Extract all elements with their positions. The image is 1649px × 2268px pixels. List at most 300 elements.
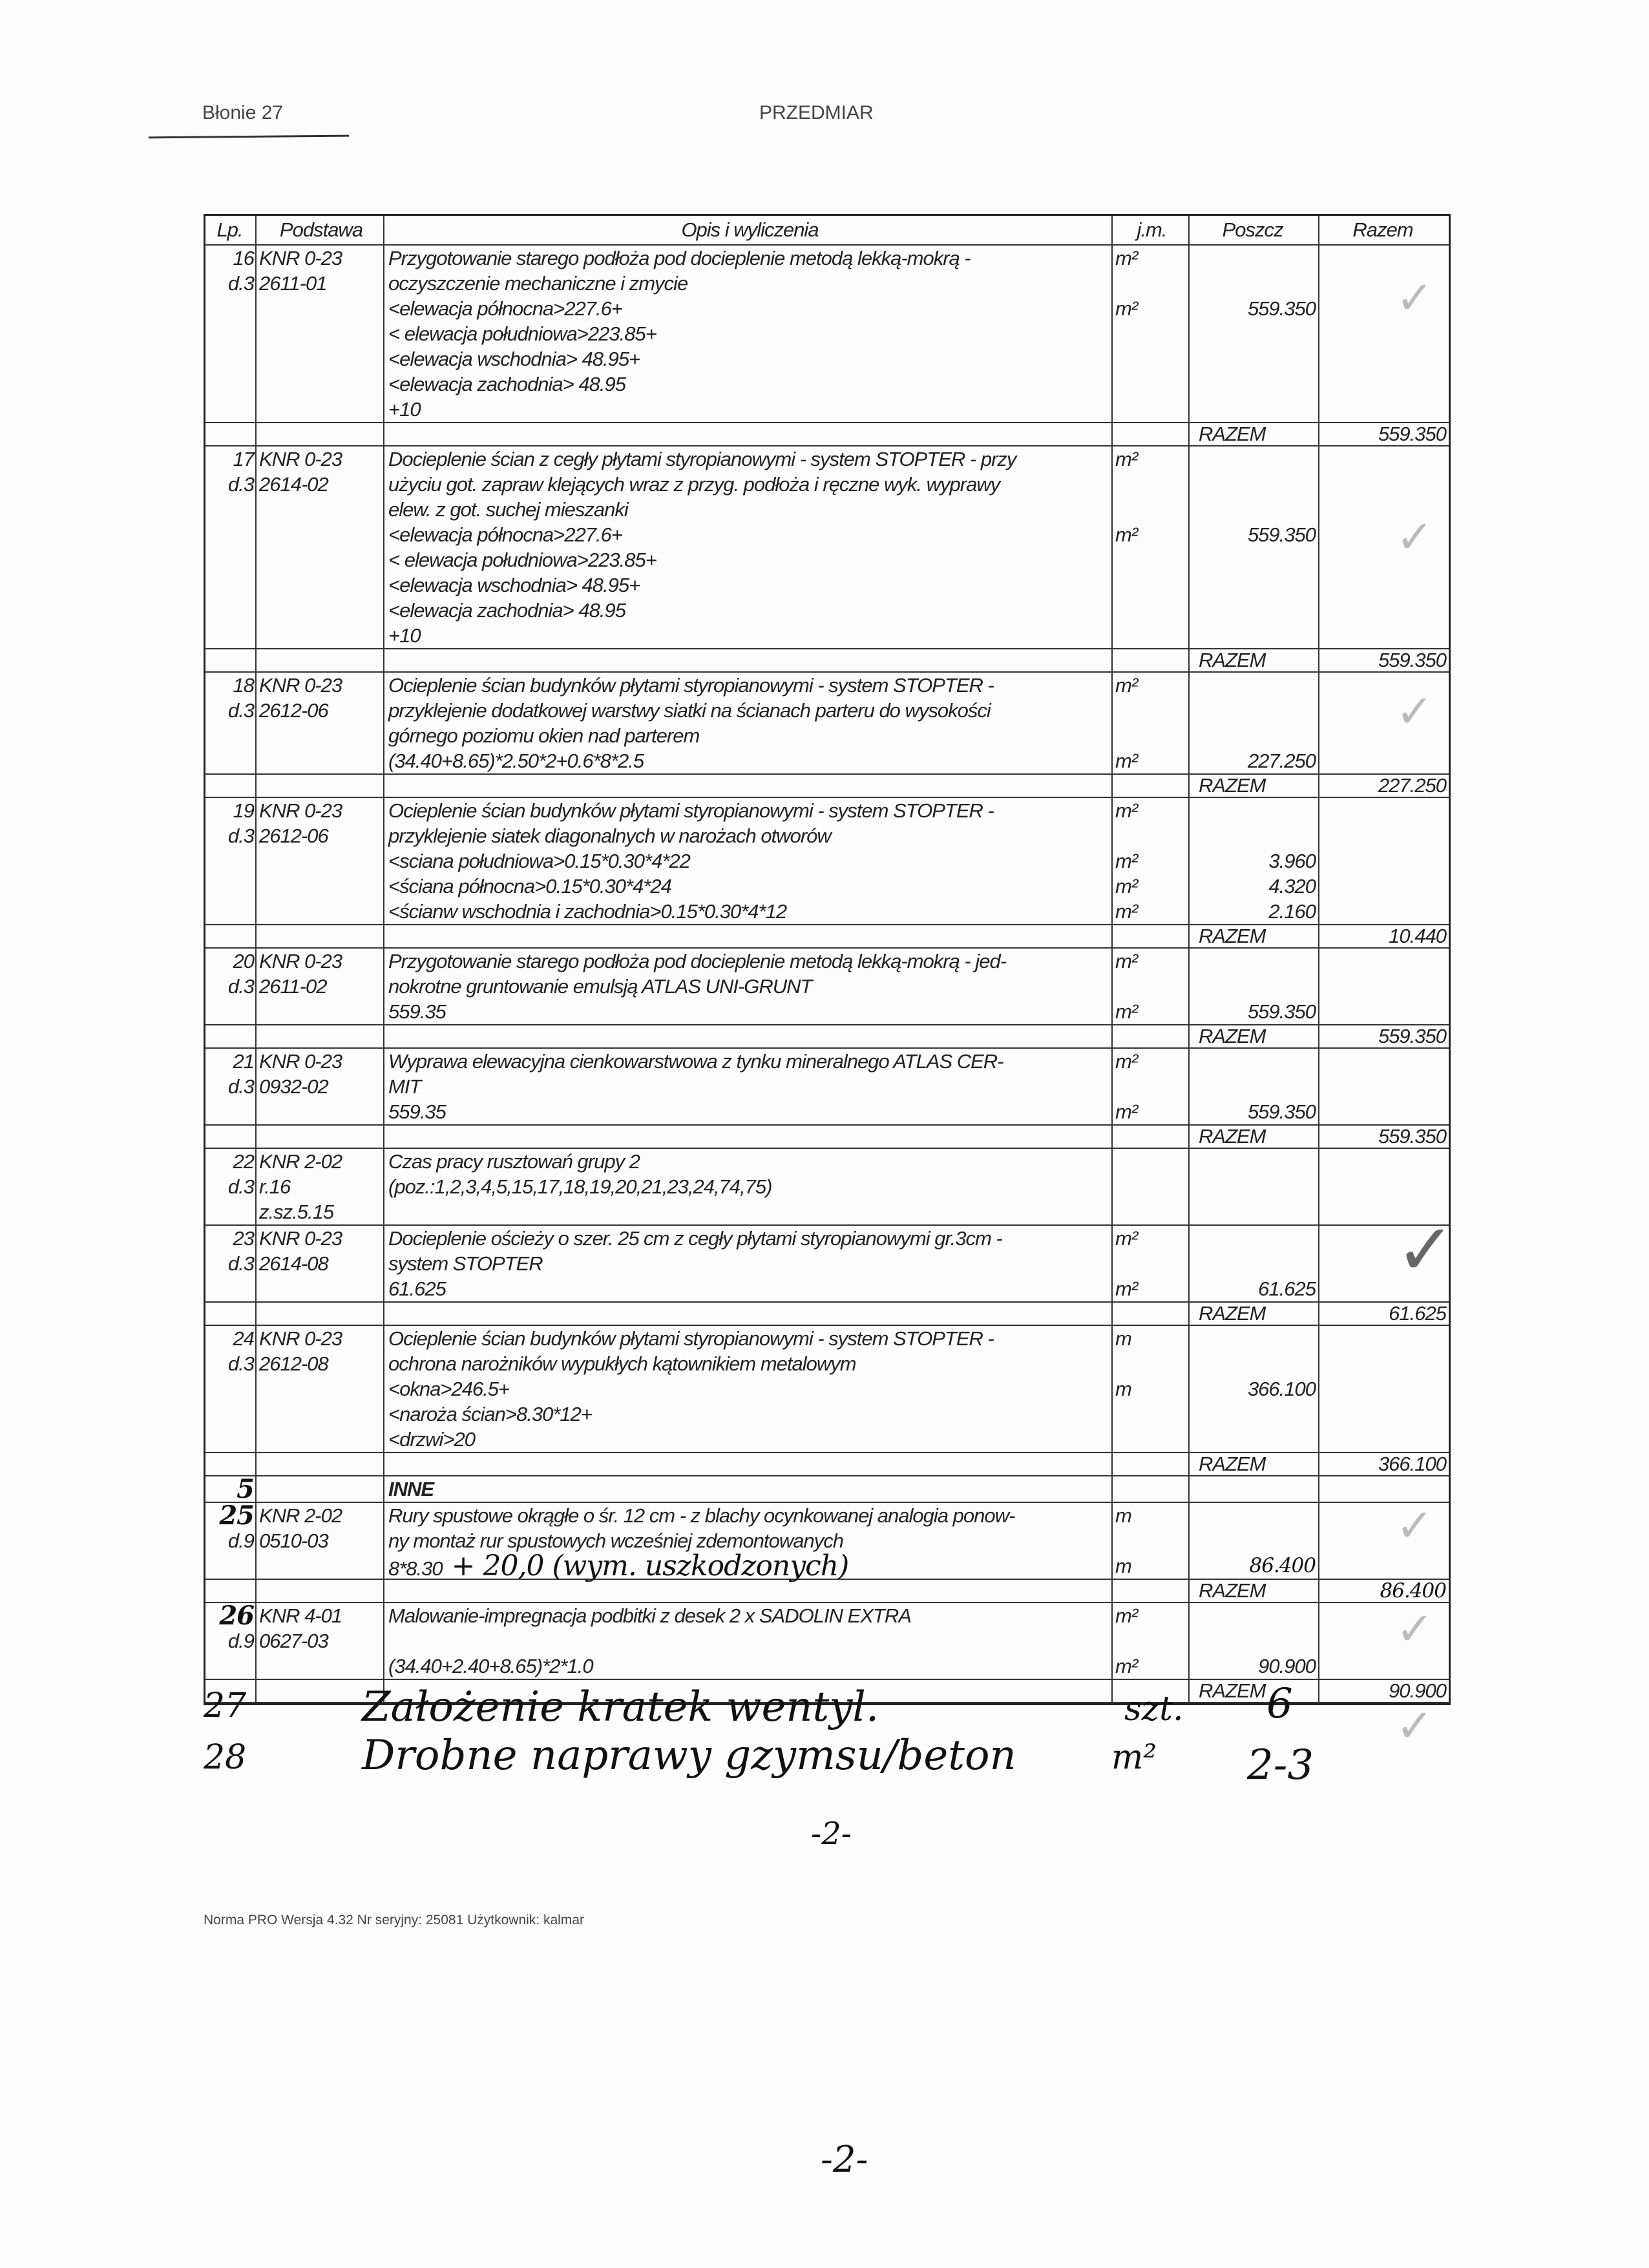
razem-cell: [1113, 1025, 1190, 1047]
lp-line: [205, 1553, 254, 1579]
podstawa-line: [259, 1654, 383, 1679]
razem-label: RAZEM: [1190, 1025, 1319, 1047]
lp-line: 23: [233, 1227, 254, 1250]
razem-cell: [257, 1025, 384, 1047]
razem-total: 559.350: [1378, 423, 1446, 445]
col-lp: Lp.: [205, 216, 257, 244]
check-mark-icon: ✓: [1396, 512, 1434, 562]
cell-podstawa: [257, 1476, 384, 1502]
podstawa-line: 2614-08: [259, 1252, 328, 1275]
opis-line: Ocieplenie ścian budynków płytami styropianowymi - system STOPTER -: [388, 674, 994, 697]
estimate-table: [204, 214, 1451, 1705]
jm-line: m: [1115, 1504, 1131, 1527]
cell-razem: [1319, 1049, 1449, 1124]
opis-line: <naroża ścian>8.30*12+: [388, 1403, 592, 1425]
cell-jm: [1113, 1603, 1190, 1679]
cell-lp: [205, 1149, 257, 1224]
poszcz-line: [1190, 1326, 1316, 1351]
razem-total: 61.625: [1389, 1302, 1446, 1325]
opis-line: [388, 1199, 1111, 1224]
poszcz-line: 86.400: [1249, 1554, 1316, 1577]
poszcz-line: [1190, 1402, 1316, 1427]
cell-podstawa: [257, 1226, 384, 1301]
podstawa-line: r.16: [259, 1175, 291, 1198]
podstawa-line: [259, 999, 383, 1024]
opis-line: [388, 1549, 1111, 1582]
lp-line: [205, 321, 254, 346]
jm-line: m²: [1115, 1000, 1138, 1023]
podstawa-line: 0932-02: [259, 1075, 328, 1098]
check-mark-icon: ✓: [1396, 1500, 1434, 1551]
razem-cell: [1113, 1580, 1190, 1602]
jm-line: [1115, 547, 1188, 572]
podstawa-line: 2611-01: [259, 272, 327, 295]
lp-line: d.3: [227, 1075, 254, 1098]
razem-cell: [205, 775, 257, 797]
jm-line: [1115, 572, 1188, 598]
lp-line: d.9: [227, 1529, 254, 1552]
opis-line: +10: [388, 398, 421, 421]
poszcz-line: [1190, 1427, 1316, 1452]
razem-cell: [384, 649, 1113, 671]
razem-cell: [205, 1580, 257, 1602]
lp-line: 16: [233, 247, 254, 269]
jm-line: m²: [1115, 850, 1138, 872]
podstawa-line: KNR 0-23: [259, 1327, 342, 1350]
jm-line: [1115, 397, 1188, 422]
jm-line: [1115, 1174, 1188, 1199]
razem-label: RAZEM: [1190, 1680, 1319, 1702]
podstawa-line: [259, 572, 383, 598]
lp-line: [205, 623, 254, 648]
cell-opis: [384, 673, 1113, 773]
podstawa-line: [259, 874, 383, 899]
razem-label: RAZEM: [1190, 775, 1319, 797]
table-row: [205, 1226, 1449, 1303]
opis-line: < elewacja południowa>223.85+: [388, 322, 656, 345]
razem-cell: [1113, 925, 1190, 947]
podstawa-line: KNR 0-23: [259, 799, 342, 822]
poszcz-line: [1190, 446, 1316, 472]
podstawa-line: [259, 598, 383, 623]
lp-line: [205, 848, 254, 874]
lp-line: d.3: [227, 1352, 254, 1375]
cell-poszcz: [1190, 1149, 1319, 1224]
poszcz-line: [1190, 698, 1316, 723]
jm-line: m²: [1115, 1100, 1138, 1123]
cell-jm: [1113, 446, 1190, 648]
opis-line: 559.35: [388, 1000, 446, 1023]
table-row: [205, 446, 1449, 649]
table-row: [205, 798, 1449, 925]
opis-line: użyciu got. zapraw klejących wraz z przyg. podłoża i ręczne wyk. wyprawy: [388, 473, 1000, 496]
cell-lp: [205, 1500, 257, 1579]
cell-podstawa: [257, 1603, 384, 1679]
cell-podstawa: [257, 673, 384, 773]
opis-line: +10: [388, 624, 421, 647]
podstawa-line: [259, 1099, 383, 1124]
razem-cell: [205, 423, 257, 445]
razem-row: [205, 649, 1449, 673]
podstawa-line: 2612-06: [259, 824, 328, 847]
razem-cell: [384, 925, 1113, 947]
cell-jm: [1113, 246, 1190, 422]
opis-line: <okna>246.5+: [388, 1378, 510, 1400]
poszcz-line: [1190, 598, 1316, 623]
table-row: [205, 949, 1449, 1025]
cell-poszcz: [1190, 246, 1319, 422]
opis-value: 8*8.30: [388, 1557, 443, 1580]
jm-line: [1115, 271, 1188, 296]
lp-line: d.3: [227, 824, 254, 847]
lp-line: [205, 1099, 254, 1124]
podstawa-line: [259, 1276, 383, 1301]
poszcz-line: [1190, 1074, 1316, 1099]
jm-line: m: [1115, 1378, 1131, 1400]
jm-line: [1115, 497, 1188, 522]
cell-opis: [384, 1503, 1113, 1582]
razem-cell: [384, 1453, 1113, 1475]
jm-line: m²: [1115, 1227, 1138, 1250]
jm-line: [1115, 372, 1188, 397]
razem-cell: [257, 1580, 384, 1602]
razem-cell: [1113, 1303, 1190, 1325]
cell-jm: [1113, 1326, 1190, 1452]
razem-cell: [257, 649, 384, 671]
podstawa-line: 2612-06: [259, 699, 328, 722]
lp-line: [205, 598, 254, 623]
cell-poszcz: [1190, 1326, 1319, 1452]
cell-opis: [384, 1226, 1113, 1301]
podstawa-line: [259, 848, 383, 874]
poszcz-line: [1190, 1251, 1316, 1276]
lp-line: [205, 1376, 254, 1402]
jm-line: m²: [1115, 950, 1138, 972]
razem-cell: [384, 1580, 1113, 1602]
jm-line: m²: [1115, 750, 1138, 772]
poszcz-line: 559.350: [1247, 1100, 1316, 1123]
cell-razem: [1319, 949, 1449, 1024]
cell-razem: [1319, 1476, 1449, 1502]
lp-line: [205, 874, 254, 899]
opis-line: przyklejenie siatek diagonalnych w narożach otworów: [388, 824, 831, 847]
razem-label: RAZEM: [1190, 1580, 1319, 1602]
razem-cell: [1113, 649, 1190, 671]
razem-row: [205, 423, 1449, 446]
jm-line: m²: [1115, 448, 1138, 470]
razem-total: 10.440: [1389, 925, 1446, 947]
jm-line: [1115, 1528, 1188, 1553]
razem-cell: [1113, 423, 1190, 445]
cell-lp: [205, 1603, 257, 1679]
razem-row: [205, 1025, 1449, 1049]
poszcz-line: [1190, 397, 1316, 422]
opis-line: <elewacja zachodnia> 48.95: [388, 373, 625, 395]
lp-line: [205, 346, 254, 372]
lp-line: 25: [219, 1500, 254, 1531]
jm-line: [1115, 1476, 1188, 1502]
poszcz-line: [1190, 472, 1316, 497]
page-number-bottom: -2-: [821, 2139, 868, 2181]
razem-total: 227.250: [1378, 774, 1446, 797]
lp-line: [205, 899, 254, 924]
cell-opis: [384, 1326, 1113, 1452]
cell-lp: [205, 673, 257, 773]
table-row: [205, 246, 1449, 423]
opis-line: (poz.:1,2,3,4,5,15,17,18,19,20,21,23,24,74,75): [388, 1175, 772, 1198]
opis-line: oczyszczenie mechaniczne i zmycie: [388, 272, 688, 295]
razem-cell: [205, 1126, 257, 1148]
podstawa-line: [259, 748, 383, 773]
jm-line: m²: [1115, 1655, 1138, 1677]
podstawa-line: 2614-02: [259, 473, 328, 496]
opis-line: < elewacja południowa>223.85+: [388, 549, 656, 571]
poszcz-line: 559.350: [1247, 297, 1316, 320]
lp-line: [205, 572, 254, 598]
col-poszcz: Poszcz: [1190, 216, 1319, 244]
table-row: [205, 1326, 1449, 1453]
handwritten-unit-28: m²: [1111, 1738, 1157, 1777]
razem-row: [205, 925, 1449, 949]
poszcz-line: [1190, 321, 1316, 346]
podstawa-line: [259, 397, 383, 422]
col-razem: Razem: [1352, 218, 1413, 241]
jm-line: [1115, 623, 1188, 648]
razem-cell: [205, 925, 257, 947]
razem-label: RAZEM: [1190, 1453, 1319, 1475]
cell-jm: [1113, 798, 1190, 924]
cell-opis: [384, 1149, 1113, 1224]
poszcz-line: 2.160: [1268, 900, 1316, 923]
opis-line: <elewacja wschodnia> 48.95+: [388, 348, 640, 370]
handwritten-qty-27: 6: [1266, 1680, 1293, 1728]
razem-cell: [205, 1025, 257, 1047]
lp-line: d.3: [227, 699, 254, 722]
col-opis: Opis i wyliczenia: [384, 216, 1113, 244]
poszcz-line: [1190, 346, 1316, 372]
cell-lp: [205, 1049, 257, 1124]
opis-line: 559.35: [388, 1100, 446, 1123]
poszcz-line: 559.350: [1247, 523, 1316, 546]
podstawa-line: [259, 372, 383, 397]
table-row: [205, 1603, 1449, 1680]
podstawa-line: 2611-02: [259, 975, 327, 998]
handwritten-item-28: Drobne naprawy gzymsu/beton: [362, 1732, 1016, 1780]
podstawa-line: [259, 497, 383, 522]
lp-line: [205, 1654, 254, 1679]
cell-opis: [384, 1049, 1113, 1124]
jm-line: m²: [1115, 1604, 1138, 1627]
razem-row: [205, 1453, 1449, 1476]
razem-cell: [384, 1025, 1113, 1047]
podstawa-line: [259, 1553, 383, 1579]
poszcz-line: [1190, 1199, 1316, 1224]
razem-cell: [257, 925, 384, 947]
table-row: [205, 1476, 1449, 1503]
razem-cell: [1113, 1453, 1190, 1475]
cell-poszcz: [1190, 1049, 1319, 1124]
opis-line: <elewacja zachodnia> 48.95: [388, 599, 625, 622]
cell-lp: [205, 1326, 257, 1452]
poszcz-line: [1190, 1149, 1316, 1174]
opis-line: Docieplenie ścian z cegły płytami styropianowymi - system STOPTER - przy: [388, 448, 1016, 470]
jm-line: m²: [1115, 247, 1138, 269]
razem-total: 559.350: [1378, 1125, 1446, 1148]
jm-line: m²: [1115, 523, 1138, 546]
jm-line: [1115, 1074, 1188, 1099]
cell-podstawa: [257, 798, 384, 924]
razem-cell: [384, 1126, 1113, 1148]
table-row: [205, 1500, 1449, 1582]
opis-line: ochrona narożników wypukłych kątownikiem metalowym: [388, 1352, 856, 1375]
jm-line: [1115, 698, 1188, 723]
poszcz-line: [1190, 497, 1316, 522]
razem-label: RAZEM: [1190, 1126, 1319, 1148]
cell-poszcz: [1190, 1476, 1319, 1502]
cell-lp: [205, 1226, 257, 1301]
podstawa-line: [259, 623, 383, 648]
razem-label: RAZEM: [1190, 423, 1319, 445]
poszcz-line: [1190, 271, 1316, 296]
jm-line: [1115, 1199, 1188, 1224]
poszcz-line: [1190, 673, 1316, 698]
check-mark-icon: ✓: [1396, 1604, 1434, 1654]
cell-podstawa: [257, 246, 384, 422]
razem-row: [205, 775, 1449, 798]
lp-line: 26: [219, 1601, 254, 1631]
jm-line: m²: [1115, 900, 1138, 923]
podstawa-line: [259, 1402, 383, 1427]
razem-cell: [205, 649, 257, 671]
footer-software: Norma PRO Wersja 4.32 Nr seryjny: 25081 Użytkownik: kalmar: [204, 1913, 584, 1927]
table-body: [205, 246, 1449, 1703]
opis-line: górnego poziomu okien nad parterem: [388, 724, 700, 747]
podstawa-line: 2612-08: [259, 1352, 328, 1375]
jm-line: m²: [1115, 297, 1138, 320]
check-mark-icon: ✓: [1396, 1210, 1456, 1290]
header-title: PRZEDMIAR: [759, 102, 874, 123]
col-jm: j.m.: [1113, 216, 1190, 244]
podstawa-line: [259, 522, 383, 547]
cell-opis: [384, 446, 1113, 648]
opis-line: Docieplenie ościeży o szer. 25 cm z cegły płytami styropianowymi gr.3cm -: [388, 1227, 1002, 1250]
poszcz-line: [1190, 798, 1316, 823]
cell-poszcz: [1190, 798, 1319, 924]
handwritten-lp-27: 27: [204, 1686, 247, 1725]
poszcz-line: [1190, 572, 1316, 598]
podstawa-line: [259, 1476, 383, 1502]
opis-line: Przygotowanie starego podłoża pod docieplenie metodą lekką-mokrą - jed-: [388, 950, 1007, 972]
podstawa-line: z.sz.5.15: [259, 1201, 334, 1223]
lp-line: 21: [233, 1050, 254, 1073]
poszcz-line: [1190, 1528, 1316, 1553]
lp-line: [205, 547, 254, 572]
razem-label: RAZEM: [1190, 649, 1319, 671]
cell-podstawa: [257, 1049, 384, 1124]
cell-podstawa: [257, 1503, 384, 1579]
cell-lp: [205, 246, 257, 422]
podstawa-line: KNR 4-01: [259, 1604, 342, 1627]
cell-poszcz: [1190, 673, 1319, 773]
opis-line: elew. z got. suchej mieszanki: [388, 498, 628, 521]
opis-line: <elewacja wschodnia> 48.95+: [388, 574, 640, 596]
podstawa-line: 0510-03: [259, 1529, 328, 1552]
opis-line: <sciana południowa>0.15*0.30*4*22: [388, 850, 690, 872]
opis-line: Ocieplenie ścian budynków płytami styropianowymi - system STOPTER -: [388, 799, 994, 822]
cell-podstawa: [257, 949, 384, 1024]
lp-line: 24: [233, 1327, 254, 1350]
razem-cell: [257, 1453, 384, 1475]
poszcz-line: 90.900: [1258, 1655, 1316, 1677]
cell-razem: [1319, 1326, 1449, 1452]
lp-line: d.3: [227, 473, 254, 496]
jm-line: m²: [1115, 1277, 1138, 1300]
lp-line: [205, 999, 254, 1024]
podstawa-line: KNR 0-23: [259, 448, 342, 470]
cell-jm: [1113, 1503, 1190, 1579]
cell-jm: [1113, 673, 1190, 773]
opis-line: Czas pracy rusztowań grupy 2: [388, 1150, 640, 1173]
handwritten-unit-27: szt.: [1124, 1690, 1184, 1728]
cell-poszcz: [1190, 446, 1319, 648]
podstawa-line: 0627-03: [259, 1630, 328, 1652]
table-row: [205, 1149, 1449, 1226]
jm-line: [1115, 1149, 1188, 1174]
cell-poszcz: [1190, 949, 1319, 1024]
check-mark-icon: ✓: [1396, 1701, 1434, 1751]
podstawa-line: KNR 0-23: [259, 247, 342, 269]
jm-line: [1115, 346, 1188, 372]
poszcz-line: [1190, 723, 1316, 748]
lp-line: d.9: [227, 1630, 254, 1652]
podstawa-line: [259, 346, 383, 372]
razem-cell: [257, 1126, 384, 1148]
podstawa-line: [259, 321, 383, 346]
cell-opis: [384, 1603, 1113, 1679]
razem-cell: [1113, 775, 1190, 797]
cell-podstawa: [257, 446, 384, 648]
razem-total: 559.350: [1378, 1025, 1446, 1047]
jm-line: [1115, 974, 1188, 999]
razem-row: [205, 1126, 1449, 1149]
cell-lp: [205, 949, 257, 1024]
poszcz-line: 61.625: [1258, 1277, 1316, 1300]
podstawa-line: [259, 899, 383, 924]
poszcz-line: 3.960: [1268, 850, 1316, 872]
table-header: [205, 216, 1449, 246]
opis-line: Rury spustowe okrągłe o śr. 12 cm - z blachy ocynkowanej analogia ponow-: [388, 1504, 1015, 1527]
jm-line: [1115, 321, 1188, 346]
poszcz-line: [1190, 1476, 1316, 1502]
poszcz-line: [1190, 1628, 1316, 1654]
cell-podstawa: [257, 1326, 384, 1452]
cell-podstawa: [257, 1149, 384, 1224]
razem-cell: [257, 775, 384, 797]
cell-jm: [1113, 1476, 1190, 1502]
opis-line: przyklejenie dodatkowej warstwy siatki na ścianach parteru do wysokości: [388, 699, 991, 722]
poszcz-line: 227.250: [1247, 750, 1316, 772]
jm-line: m²: [1115, 1050, 1138, 1073]
handwritten-lp-28: 28: [204, 1738, 247, 1777]
jm-line: [1115, 1402, 1188, 1427]
opis-line: <ścianw wschodnia i zachodnia>0.15*0.30*4*12: [388, 900, 787, 923]
lp-line: 22: [233, 1150, 254, 1173]
opis-line: Przygotowanie starego podłoża pod docieplenie metodą lekką-mokrą -: [388, 247, 971, 269]
podstawa-line: KNR 0-23: [259, 950, 342, 972]
poszcz-line: 559.350: [1247, 1000, 1316, 1023]
poszcz-line: [1190, 1351, 1316, 1376]
cell-poszcz: [1190, 1226, 1319, 1301]
